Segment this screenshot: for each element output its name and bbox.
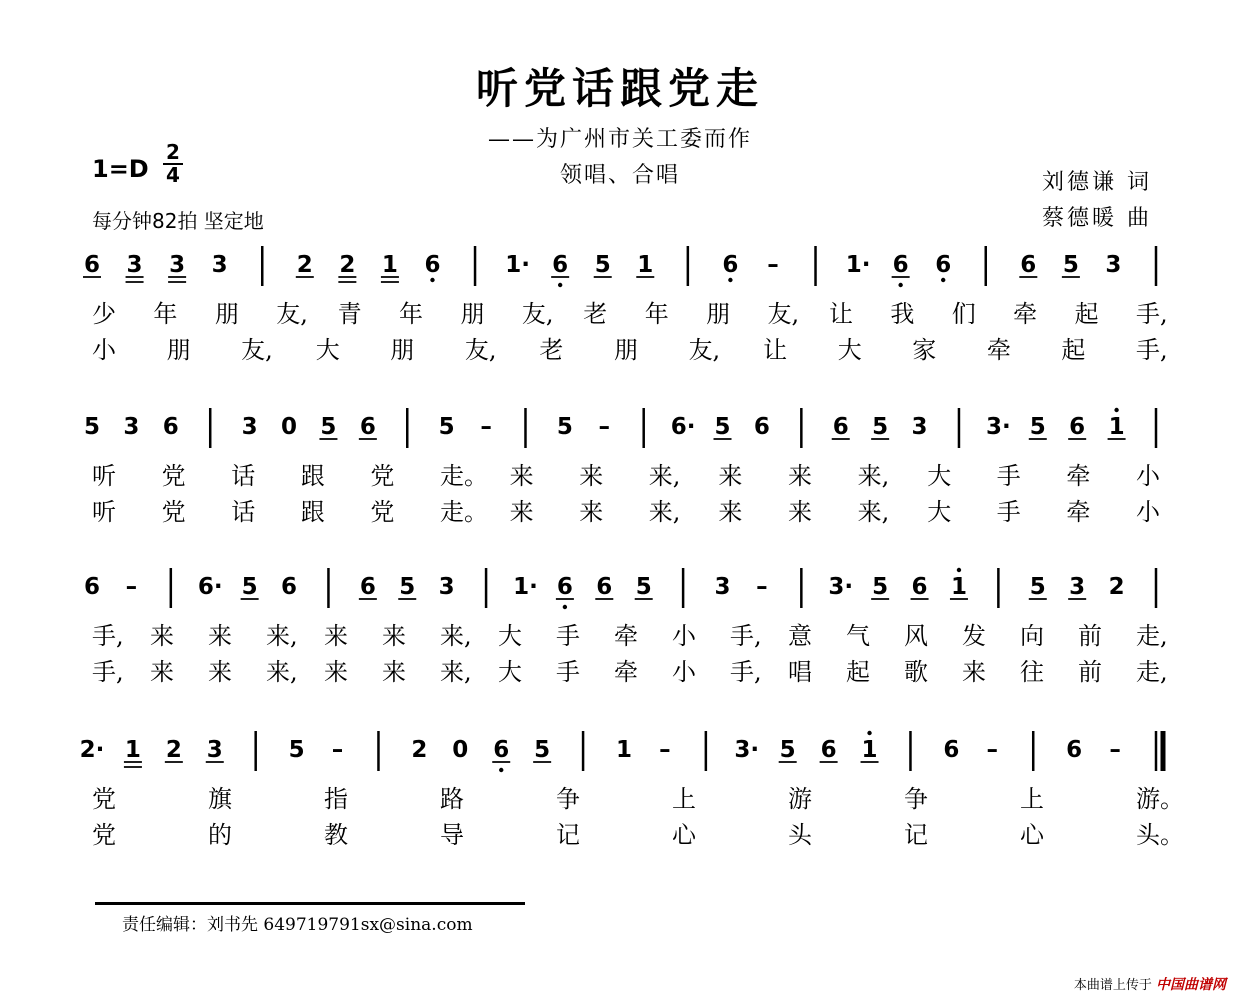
- lyric-char: 前: [1078, 658, 1102, 686]
- note: 0: [452, 737, 469, 763]
- note: 6: [935, 252, 952, 278]
- lyric-char: 手: [556, 622, 580, 650]
- lyric-char: 的: [208, 821, 232, 849]
- lyric-char: 手: [556, 658, 580, 686]
- note: 6: [424, 252, 441, 278]
- note: 5: [534, 737, 551, 763]
- note: –: [756, 574, 768, 600]
- meter-bottom: 4: [166, 163, 180, 187]
- note: 6: [552, 252, 569, 278]
- lyric-char: 们: [951, 300, 976, 328]
- lyric-char: 牵: [1066, 498, 1091, 526]
- note: 6: [556, 574, 573, 600]
- lyric-char: 记: [904, 821, 928, 849]
- lyric-char: 往: [1020, 658, 1044, 686]
- lyric-char: 小: [92, 336, 116, 364]
- performance-form: 领唱、合唱: [559, 163, 680, 188]
- lyric-char: 党: [370, 498, 395, 526]
- note: 5: [594, 252, 611, 278]
- lyric-char: 来,: [440, 658, 472, 686]
- lyric-char: 歌: [904, 658, 928, 686]
- lyric-char: 话: [231, 498, 256, 526]
- lyric-char: 听: [92, 462, 116, 490]
- low-octave-dot: [728, 278, 732, 282]
- lyric-char: 走。: [440, 498, 488, 526]
- lyric-char: 来: [150, 622, 174, 650]
- lyric-char: 年: [399, 300, 424, 328]
- lyric-char: 党: [161, 498, 186, 526]
- note: 6: [1020, 252, 1037, 278]
- lyric-char: 来: [509, 462, 534, 490]
- lyric-char: 友,: [521, 300, 554, 328]
- lyric-char: 牵: [1013, 300, 1038, 328]
- lyric-char: 党: [92, 821, 116, 849]
- lyric-char: 游: [788, 785, 812, 813]
- note: 1: [381, 252, 398, 278]
- note: 6: [832, 414, 849, 440]
- lyric-char: 来,: [266, 622, 298, 650]
- editor-credit: 责任编辑：刘书先 649719791sx@sina.com: [122, 915, 473, 935]
- song-title: 听党话跟党走: [475, 64, 764, 113]
- note: 5: [635, 574, 652, 600]
- lyric-char: 来,: [440, 622, 472, 650]
- lyric-char: 心: [672, 821, 696, 849]
- lyric-char: 走,: [1136, 622, 1168, 650]
- note: 5: [714, 414, 731, 440]
- note: 1: [1108, 414, 1125, 440]
- lyric-char: 头。: [1136, 821, 1184, 849]
- meter-top: 2: [166, 140, 180, 164]
- note: 6: [83, 252, 101, 278]
- lyric-char: 手: [996, 462, 1021, 490]
- note: 1·: [513, 574, 538, 600]
- lyric-char: 手,: [1136, 300, 1168, 328]
- lyric-char: 来: [324, 658, 348, 686]
- low-octave-dot: [558, 283, 562, 287]
- lyric-char: 大: [927, 462, 952, 490]
- lyric-char: 让: [828, 300, 853, 328]
- lyric-char: 来: [718, 498, 743, 526]
- low-octave-dot: [430, 278, 434, 282]
- lyric-char: 走。: [440, 462, 488, 490]
- lyric-char: 上: [1020, 785, 1044, 813]
- lyric-char: 老: [583, 300, 608, 328]
- lyric-char: 小: [1136, 498, 1160, 526]
- note: –: [480, 414, 492, 440]
- footer-divider: [95, 902, 525, 905]
- lyric-char: 朋: [614, 336, 638, 364]
- lyric-char: 来: [382, 622, 406, 650]
- note: 5: [288, 737, 305, 763]
- note: –: [986, 737, 999, 763]
- note: 2: [1108, 574, 1125, 600]
- lyric-char: 导: [440, 821, 464, 849]
- lyric-char: 来: [208, 658, 232, 686]
- lyric-char: 来: [382, 658, 406, 686]
- note: 2: [411, 737, 428, 763]
- lyric-char: 心: [1020, 821, 1044, 849]
- note: 5: [1029, 574, 1046, 600]
- lyric-char: 小: [1136, 462, 1160, 490]
- lyric-char: 友,: [688, 336, 721, 364]
- lyric-char: 年: [644, 300, 669, 328]
- note: 6: [820, 737, 837, 763]
- lyric-char: 来: [150, 658, 174, 686]
- note: 1: [615, 737, 633, 763]
- upload-text: 本曲谱上传于: [1073, 978, 1152, 993]
- lyric-char: 青: [337, 300, 362, 328]
- note: 3·: [734, 737, 760, 763]
- note: 3: [211, 252, 228, 278]
- lyric-char: 大: [927, 498, 952, 526]
- note: 5: [872, 574, 889, 600]
- lyric-char: 朋: [166, 336, 191, 364]
- note: 5: [1029, 414, 1046, 440]
- lyric-char: 手,: [92, 658, 124, 686]
- note: 3: [1105, 252, 1122, 278]
- note: 6: [493, 737, 510, 763]
- note: –: [659, 737, 671, 763]
- lyric-char: 来: [509, 498, 534, 526]
- note: 6: [359, 574, 376, 600]
- note: –: [125, 574, 138, 600]
- lyric-char: 朋: [706, 300, 731, 328]
- lyric-char: 手,: [730, 658, 762, 686]
- note: 3: [126, 252, 143, 278]
- note: 5: [438, 414, 455, 440]
- lyric-char: 话: [231, 462, 256, 490]
- note: 2·: [79, 737, 105, 763]
- note: 3: [714, 574, 731, 600]
- lyric-char: 走,: [1136, 658, 1168, 686]
- lyric-char: 党: [161, 462, 186, 490]
- low-octave-dot: [563, 605, 567, 609]
- note: 3: [123, 414, 140, 440]
- lyric-char: 起: [1061, 336, 1086, 364]
- note: 3: [1069, 574, 1086, 600]
- note: 1: [124, 737, 141, 763]
- high-octave-dot: [957, 568, 961, 572]
- note: 6: [943, 737, 960, 763]
- lyric-char: 气: [846, 622, 870, 650]
- note: 1·: [505, 252, 530, 278]
- low-octave-dot: [499, 768, 503, 772]
- lyric-char: 大: [837, 336, 862, 364]
- note: 1: [861, 737, 878, 763]
- note: 6·: [197, 574, 223, 600]
- lyric-char: 友,: [767, 300, 800, 328]
- note: 2: [296, 252, 313, 278]
- lyric-char: 来: [788, 462, 812, 490]
- lyric-char: 小: [672, 622, 696, 650]
- lyric-char: 风: [904, 622, 928, 650]
- note: 5: [399, 574, 416, 600]
- note: 1: [637, 252, 654, 278]
- lyric-char: 来,: [648, 462, 681, 490]
- note: 5: [83, 414, 101, 440]
- note: 3: [438, 574, 455, 600]
- note: 6: [162, 414, 179, 440]
- lyric-char: 大: [315, 336, 340, 364]
- lyric-char: 手,: [730, 622, 762, 650]
- note: 6: [1069, 414, 1086, 440]
- lyric-char: 来,: [648, 498, 681, 526]
- lyric-char: 党: [370, 462, 395, 490]
- lyric-char: 向: [1020, 622, 1044, 650]
- lyric-char: 友,: [241, 336, 273, 364]
- note: –: [598, 414, 611, 440]
- lyric-char: 我: [890, 300, 915, 328]
- lyric-char: 来: [788, 498, 812, 526]
- note: 6: [281, 574, 298, 600]
- lyric-char: 牵: [614, 658, 638, 686]
- note: 5: [872, 414, 889, 440]
- note: 0: [281, 414, 298, 440]
- lyric-char: 指: [324, 785, 348, 813]
- lyric-char: 跟: [300, 462, 325, 490]
- high-octave-dot: [867, 731, 871, 735]
- note: –: [331, 737, 344, 763]
- note: 5: [1062, 252, 1079, 278]
- lyric-char: 意: [788, 622, 812, 650]
- lyricist-credit: 刘德谦 词: [1042, 170, 1152, 195]
- lyric-char: 大: [498, 622, 522, 650]
- note: 2: [165, 737, 182, 763]
- note: 3: [169, 252, 186, 278]
- lyric-char: 教: [324, 821, 348, 849]
- lyric-char: 起: [1074, 300, 1099, 328]
- lyric-char: 来,: [857, 498, 890, 526]
- lyric-char: 友,: [276, 300, 308, 328]
- lyric-char: 记: [556, 821, 580, 849]
- note: 6: [753, 414, 770, 440]
- note: 6: [1066, 737, 1083, 763]
- lyric-char: 家: [912, 336, 937, 364]
- lyric-char: 发: [962, 622, 986, 650]
- lyric-char: 朋: [214, 300, 239, 328]
- note: –: [1109, 737, 1121, 763]
- note: 6: [83, 574, 101, 600]
- lyric-char: 前: [1078, 622, 1102, 650]
- note: 1·: [845, 252, 871, 278]
- low-octave-dot: [941, 278, 945, 282]
- composer-credit: 蔡德暖 曲: [1042, 206, 1152, 231]
- note: 1: [950, 574, 967, 600]
- lyric-char: 牵: [986, 336, 1011, 364]
- lyric-char: 争: [904, 785, 928, 813]
- site-logo: 中国曲谱网: [1156, 977, 1226, 993]
- note: 3: [911, 414, 928, 440]
- lyric-char: 游。: [1136, 785, 1184, 813]
- note: 6: [722, 252, 739, 278]
- note: 3: [241, 414, 258, 440]
- note: 3·: [828, 574, 854, 600]
- song-subtitle: ——为广州市关工委而作: [487, 127, 752, 152]
- lyric-char: 来: [579, 462, 604, 490]
- low-octave-dot: [898, 283, 902, 287]
- key-signature: 1=D: [92, 155, 149, 183]
- lyric-char: 年: [153, 300, 178, 328]
- note: 5: [779, 737, 796, 763]
- lyric-char: 来: [718, 462, 743, 490]
- lyric-char: 旗: [208, 785, 232, 813]
- lyric-char: 手,: [1136, 336, 1168, 364]
- lyric-char: 来: [579, 498, 604, 526]
- upload-note: [1074, 974, 1226, 994]
- note: 6: [911, 574, 928, 600]
- lyric-char: 牵: [1066, 462, 1091, 490]
- lyric-char: 牵: [614, 622, 638, 650]
- note: 6·: [670, 414, 696, 440]
- note: 5: [241, 574, 258, 600]
- lyric-char: 友,: [464, 336, 497, 364]
- lyric-char: 起: [846, 658, 870, 686]
- tempo-marking: 每分钟82拍 坚定地: [92, 209, 264, 233]
- lyric-char: 来: [324, 622, 348, 650]
- lyric-char: 朋: [390, 336, 415, 364]
- note: 5: [556, 414, 573, 440]
- high-octave-dot: [1114, 408, 1118, 412]
- lyric-char: 跟: [300, 498, 325, 526]
- lyric-char: 路: [440, 785, 464, 813]
- note: 6: [596, 574, 613, 600]
- note: 5: [320, 414, 337, 440]
- lyric-char: 听: [92, 498, 116, 526]
- lyric-char: 唱: [788, 658, 812, 686]
- lyric-char: 党: [92, 785, 116, 813]
- lyric-char: 来,: [857, 462, 890, 490]
- lyric-char: 来,: [266, 658, 298, 686]
- note: 3·: [985, 414, 1011, 440]
- lyric-char: 大: [498, 658, 522, 686]
- note: –: [767, 252, 779, 278]
- lyric-char: 来: [962, 658, 986, 686]
- lyric-char: 少: [92, 300, 116, 328]
- lyric-char: 朋: [460, 300, 485, 328]
- lyric-char: 来: [208, 622, 232, 650]
- lyric-char: 上: [672, 785, 696, 813]
- lyric-char: 老: [539, 336, 564, 364]
- lyric-char: 头: [788, 821, 812, 849]
- lyric-char: 小: [672, 658, 696, 686]
- note: 3: [206, 737, 223, 763]
- note: 2: [339, 252, 356, 278]
- note: 6: [892, 252, 909, 278]
- note: 6: [359, 414, 376, 440]
- lyric-char: 让: [763, 336, 788, 364]
- lyric-char: 争: [556, 785, 580, 813]
- lyric-char: 手: [996, 498, 1021, 526]
- lyric-char: 手,: [92, 622, 124, 650]
